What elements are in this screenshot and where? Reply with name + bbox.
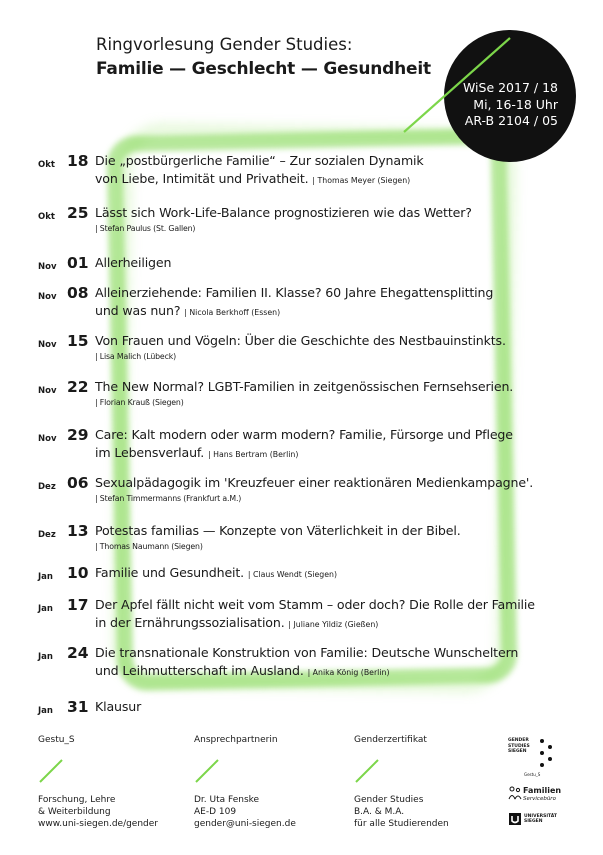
event-topic-line: Von Frauen und Vögeln: Über die Geschichte des Nestbauinstinkts. — [95, 333, 506, 348]
footer-line: Gender Studies — [354, 795, 424, 805]
event-topic — [95, 204, 575, 236]
event-topic-line: Klausur — [95, 699, 142, 714]
event-topic-line: Allerheiligen — [95, 255, 172, 270]
footer-line: Dr. Uta Fenske — [194, 795, 260, 805]
event-topic — [95, 378, 575, 410]
footer-heading: Genderzertifikat — [354, 735, 427, 745]
event-day: 08 — [67, 284, 89, 302]
event-topic-line: Familie und Gesundheit. — [95, 565, 245, 580]
event-month: Okt — [38, 160, 55, 170]
event-speaker: | Anika König (Berlin) — [307, 668, 390, 677]
event-day: 13 — [67, 522, 89, 540]
event-day: 24 — [67, 644, 89, 662]
event-speaker: | Thomas Naumann (Siegen) — [95, 542, 203, 551]
university-icon — [508, 812, 522, 826]
event-month: Okt — [38, 212, 55, 222]
event-month: Jan — [38, 706, 53, 716]
footer-line: & Weiterbildung — [38, 807, 111, 817]
event-month: Dez — [38, 482, 56, 492]
event-day: 31 — [67, 698, 89, 716]
footer-line[interactable]: gender@uni-siegen.de — [194, 819, 296, 829]
event-topic-line: Der Apfel fällt nicht weit vom Stamm – oder doch? Die Rolle der Familie — [95, 597, 535, 612]
footer-line: B.A. & M.A. — [354, 807, 405, 817]
event-speaker: | Juliane Yildiz (Gießen) — [288, 620, 379, 629]
event-topic-line: und was nun? — [95, 303, 181, 318]
footer-column — [38, 734, 188, 830]
event-topic-line: The New Normal? LGBT-Familien in zeitgenössischen Fernsehserien. — [95, 379, 514, 394]
event-month: Jan — [38, 604, 53, 614]
event-topic-line: Lässt sich Work-Life-Balance prognostizieren wie das Wetter? — [95, 205, 472, 220]
event-topic-line: von Liebe, Intimität und Privatheit. — [95, 171, 309, 186]
event-day: 10 — [67, 564, 89, 582]
event-month: Nov — [38, 434, 57, 444]
logo-column — [508, 734, 578, 830]
footer-body — [38, 794, 188, 830]
event-month: Jan — [38, 652, 53, 662]
event-topic — [95, 332, 575, 364]
event-topic — [95, 644, 575, 682]
gender-studies-logo — [508, 734, 578, 780]
event-topic — [95, 522, 575, 554]
event-speaker: | Nicola Berkhoff (Essen) — [184, 308, 281, 317]
series-title: Ringvorlesung Gender Studies: — [96, 35, 353, 54]
event-topic — [95, 596, 575, 634]
event-day: 06 — [67, 474, 89, 492]
event-speaker: | Florian Krauß (Siegen) — [95, 398, 184, 407]
event-month: Nov — [38, 386, 57, 396]
event-month: Jan — [38, 572, 53, 582]
event-topic — [95, 698, 575, 716]
event-day: 25 — [67, 204, 89, 222]
event-day: 29 — [67, 426, 89, 444]
university-logo: UNIVERSITÄT SIEGEN — [508, 810, 578, 830]
time-label: Mi, 16-18 Uhr — [473, 96, 558, 112]
event-speaker: | Stefan Paulus (St. Gallen) — [95, 224, 196, 233]
event-topic — [95, 474, 575, 506]
event-speaker: | Hans Bertram (Berlin) — [208, 450, 299, 459]
gender-studies-logo-sub: Gestu_S — [524, 772, 541, 777]
footer-heading: Gestu_S — [38, 735, 75, 745]
green-slash-icon — [194, 758, 220, 784]
footer-line: AE-D 109 — [194, 807, 237, 817]
semester-label: WiSe 2017 / 18 — [462, 80, 558, 95]
event-topic-line: Die transnationale Konstruktion von Familie: Deutsche Wunscheltern — [95, 645, 519, 660]
event-topic — [95, 152, 575, 190]
footer-line[interactable]: für alle Studierenden — [354, 819, 449, 829]
event-topic-line: und Leihmutterschaft im Ausland. — [95, 663, 304, 678]
event-day: 01 — [67, 254, 89, 272]
familien-servicebuero-logo: Familien Servicebüro — [508, 784, 578, 808]
event-day: 18 — [67, 152, 89, 170]
green-slash-icon — [354, 758, 380, 784]
event-speaker: | Thomas Meyer (Siegen) — [312, 176, 411, 185]
footer-heading: Ansprechpartnerin — [194, 735, 278, 745]
event-topic-line: im Lebensverlauf. — [95, 445, 205, 460]
event-topic — [95, 254, 575, 272]
gender-studies-logo-text: GENDER STUDIES SIEGEN — [508, 738, 530, 754]
event-month: Nov — [38, 292, 57, 302]
green-slash-decoration — [398, 30, 518, 140]
event-topic — [95, 426, 575, 464]
event-topic-line: Sexualpädagogik im 'Kreuzfeuer einer reaktionären Medienkampagne'. — [95, 475, 534, 490]
event-day: 17 — [67, 596, 89, 614]
event-topic-line: Alleinerziehende: Familien II. Klasse? 60 Jahre Ehegattensplitting — [95, 285, 494, 300]
event-topic — [95, 564, 575, 584]
event-day: 22 — [67, 378, 89, 396]
room-label: AR-B 2104 / 05 — [464, 113, 558, 128]
braille-dots-icon — [538, 738, 558, 778]
footer-column — [354, 734, 504, 830]
event-topic-line: Die „postbürgerliche Familie“ – Zur sozialen Dynamik — [95, 153, 424, 168]
footer-body — [194, 794, 344, 830]
footer-line[interactable]: www.uni-siegen.de/gender — [38, 819, 159, 829]
event-month: Nov — [38, 340, 57, 350]
footer-column — [194, 734, 344, 830]
header — [96, 34, 436, 82]
event-speaker: | Stefan Timmermanns (Frankfurt a.M.) — [95, 494, 242, 503]
event-day: 15 — [67, 332, 89, 350]
footer-body — [354, 794, 504, 830]
page-title: Familie — Geschlecht — Gesundheit — [96, 59, 431, 79]
family-icon — [508, 786, 522, 800]
event-speaker: | Lisa Malich (Lübeck) — [95, 352, 176, 361]
footer-line: Forschung, Lehre — [38, 795, 116, 805]
event-topic-line: in der Ernährungssozialisation. — [95, 615, 285, 630]
event-month: Dez — [38, 530, 56, 540]
green-slash-icon — [38, 758, 64, 784]
event-month: Nov — [38, 262, 57, 272]
event-speaker: | Claus Wendt (Siegen) — [247, 570, 338, 579]
event-topic-line: Care: Kalt modern oder warm modern? Familie, Fürsorge und Pflege — [95, 427, 513, 442]
event-topic-line: Potestas familias — Konzepte von Väterlichkeit in der Bibel. — [95, 523, 461, 538]
event-topic — [95, 284, 575, 322]
